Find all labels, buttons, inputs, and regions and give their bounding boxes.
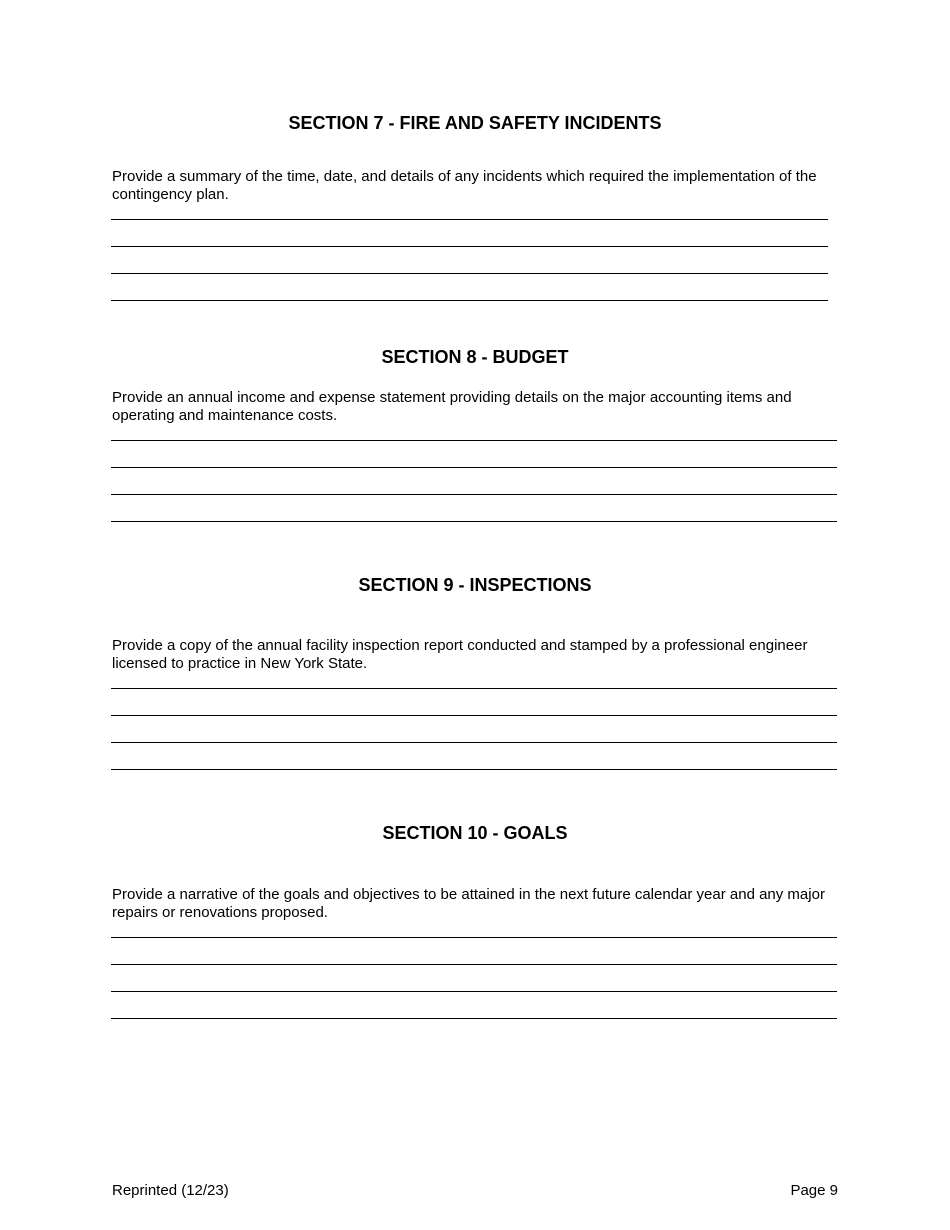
section-9-description: Provide a copy of the annual facility inspection report conducted and stamped by a professional engineer licensed to practice in New York State.	[112, 637, 808, 672]
footer-reprint-date: Reprinted (12/23)	[112, 1182, 229, 1199]
section-10-answer-line-2[interactable]	[111, 964, 837, 965]
section-7-answer-line-3[interactable]	[111, 273, 828, 274]
section-7-answer-line-1[interactable]	[111, 219, 828, 220]
section-9-heading: SECTION 9 - INSPECTIONS	[358, 575, 592, 595]
section-7-answer-line-4[interactable]	[111, 300, 828, 301]
section-7-heading: SECTION 7 - FIRE AND SAFETY INCIDENTS	[288, 113, 662, 133]
section-9-answer-line-3[interactable]	[111, 742, 837, 743]
section-8-answer-line-1[interactable]	[111, 440, 837, 441]
section-10-answer-line-4[interactable]	[111, 1018, 837, 1019]
section-8-answer-line-4[interactable]	[111, 521, 837, 522]
section-10-heading: SECTION 10 - GOALS	[382, 823, 568, 843]
section-10-description: Provide a narrative of the goals and objectives to be attained in the next future calendar year and any major repairs or renovations proposed.	[112, 886, 825, 921]
section-10-answer-line-3[interactable]	[111, 991, 837, 992]
section-9-answer-line-1[interactable]	[111, 688, 837, 689]
footer-page-number: Page 9	[790, 1182, 838, 1199]
section-7-answer-line-2[interactable]	[111, 246, 828, 247]
section-8-answer-line-2[interactable]	[111, 467, 837, 468]
section-8-description: Provide an annual income and expense statement providing details on the major accounting items and operating and maintenance costs.	[112, 389, 792, 424]
section-9-answer-line-4[interactable]	[111, 769, 837, 770]
section-7-description: Provide a summary of the time, date, and details of any incidents which required the implementation of the contingency plan.	[112, 168, 817, 203]
section-9-answer-line-2[interactable]	[111, 715, 837, 716]
section-8-heading: SECTION 8 - BUDGET	[381, 347, 569, 367]
section-10-answer-line-1[interactable]	[111, 937, 837, 938]
section-8-answer-line-3[interactable]	[111, 494, 837, 495]
